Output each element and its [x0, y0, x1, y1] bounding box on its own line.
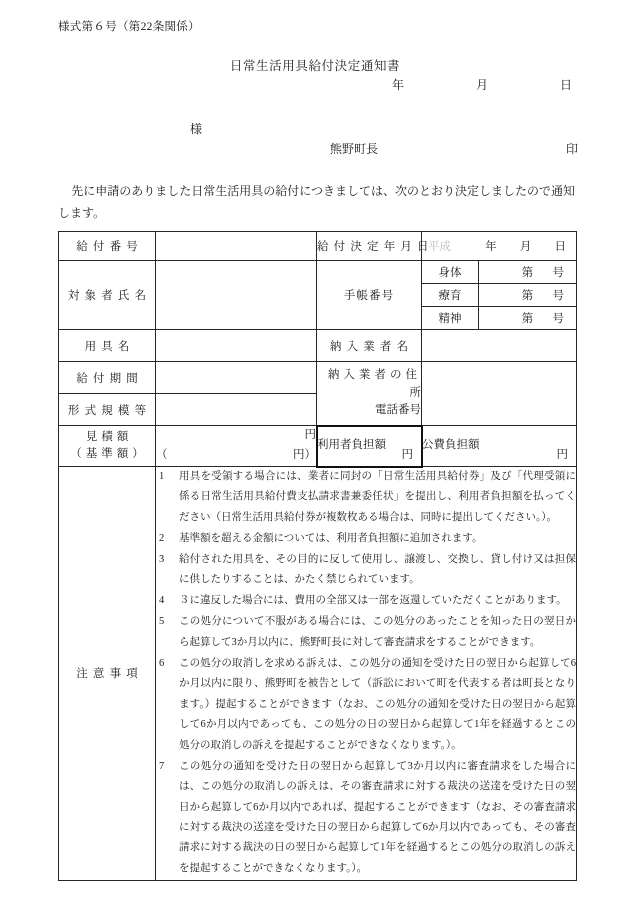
- label-keishiki-kibo: 形式規模等: [59, 394, 156, 426]
- techo-value-ryoiku[interactable]: [479, 284, 577, 307]
- intro-paragraph: [58, 180, 578, 224]
- techo-value-shintai[interactable]: [479, 261, 577, 284]
- label-kyufu-bangou: 給付番号: [59, 232, 156, 261]
- kijun-paren-open: （: [156, 449, 168, 461]
- field-gyousha-address[interactable]: [422, 362, 577, 426]
- issuer-name: 熊野町長: [330, 142, 379, 156]
- field-kettei-date[interactable]: [422, 232, 577, 261]
- note-number: 5: [159, 616, 165, 628]
- note-item: [156, 467, 576, 528]
- label-kyufu-kikan: 給付期間: [59, 362, 156, 394]
- form-number: 様式第６号（第22条関係）: [58, 21, 200, 33]
- kettei-day: 日: [554, 241, 566, 253]
- label-taishousha-name: 対象者氏名: [59, 261, 156, 330]
- label-mitsumori-gaku: [59, 426, 156, 467]
- document-title: 日常生活用具給付決定通知書: [229, 59, 401, 73]
- note-number: 6: [159, 657, 165, 669]
- addressee-honorific: 様: [190, 122, 203, 136]
- field-riyousha-futan[interactable]: [317, 426, 422, 467]
- note-number: 1: [159, 471, 165, 482]
- kettei-era: 平成: [428, 241, 451, 253]
- mitsumori-amount-blank: [156, 426, 159, 446]
- issuer-row: [330, 140, 578, 157]
- label-mitsumori-line1: 見積額: [85, 430, 133, 443]
- table-row-kyufu-bangou: [59, 232, 577, 261]
- note-item: [156, 591, 576, 611]
- notes-container: [156, 467, 577, 881]
- table-row-kikan: [59, 362, 577, 394]
- field-taishousha-name[interactable]: [156, 261, 317, 330]
- issue-date-year: 年: [392, 78, 405, 92]
- techo-gou-shintai: 号: [552, 267, 564, 279]
- techo-row-seishin: [422, 307, 576, 330]
- techo-subtable: [422, 261, 576, 329]
- decision-form-table: [58, 231, 577, 881]
- note-item: [156, 612, 576, 653]
- techo-kind-ryoiku: 療育: [422, 284, 479, 307]
- label-techo-bangou: 手帳番号: [317, 261, 422, 330]
- techo-row-ryoiku: [422, 284, 576, 307]
- intro-line-2: します。: [58, 206, 106, 221]
- label-gyousha-address-line2: 電話番号: [375, 404, 421, 417]
- label-gyousha-address: [317, 362, 426, 426]
- label-chuui-jikou: 注意事項: [59, 467, 156, 881]
- table-row-notes: [59, 467, 577, 881]
- techo-dai-ryoiku: 第: [521, 290, 534, 302]
- field-mitsumori-gaku[interactable]: [156, 426, 317, 467]
- mitsumori-amount-row: [156, 426, 316, 446]
- note-number: 2: [159, 532, 165, 544]
- techo-dai-seishin: 第: [521, 313, 534, 325]
- note-text: この処分について不服がある場合には、この処分のあったことを知った日の翌日から起算して3か月以内に、熊野町長に対して審査請求をすることができます。: [179, 616, 576, 648]
- issue-date-line: [392, 76, 572, 93]
- note-text: この処分の取消しを求める訴えは、この処分の通知を受けた日の翌日から起算して6か月以内に限り、熊野町を被告として（訴訟において町を代表する者は町長となります。）提起することができます（なお、この処分の通知を受けた日の翌日から起算して6か月以内であっても、この処分の日の翌日から起算して1年を経過するとこの処分の取消しの訴えを提起することができなくなります。）。: [179, 657, 576, 751]
- label-yougu-name: 用具名: [59, 330, 156, 362]
- field-keishiki-kibo[interactable]: [156, 394, 317, 426]
- techo-gou-ryoiku: 号: [552, 290, 564, 302]
- techo-value-seishin[interactable]: [479, 307, 577, 330]
- riyousha-futan-unit: 円: [401, 449, 413, 461]
- label-gyousha-address-line1: 納入業者の住所: [327, 368, 426, 399]
- mitsumori-unit: 円: [304, 429, 316, 442]
- techo-kind-shintai: 身体: [422, 261, 479, 284]
- issue-date-month: 月: [475, 78, 488, 92]
- note-item: [156, 654, 576, 756]
- kijun-unit: 円）: [293, 449, 316, 461]
- note-item: [156, 550, 576, 591]
- note-number: 3: [159, 553, 165, 565]
- field-kyufu-kikan[interactable]: [156, 362, 317, 394]
- note-text: ３に違反した場合には、費用の全部又は一部を返還していただくことがあります。: [179, 595, 567, 607]
- label-kouhi-futan: 公費負担額: [422, 439, 480, 452]
- note-number: 4: [159, 595, 165, 607]
- note-text: 用具を受領する場合には、業者に同封の「日常生活用具給付券」及び「代理受領に係る日常生活用具給付費支払請求書兼委任状」を提出し、利用者負担額を払ってください（日常生活用具給付券が複数枚ある場合は、同時に提出してください。）。: [179, 471, 576, 523]
- table-row-amounts: [59, 426, 577, 467]
- note-text: この処分の通知を受けた日の翌日から起算して3か月以内に審査請求をした場合には、この処分の取消しの訴えは、その審査請求に対する裁決の送達を受けた日の翌日から起算して6か月以内であれば、提起することができます（なお、その審査請求に対する裁決の送達を受けた日の翌日から起算して6か月以内であっても、その審査請求に対する裁決の日の翌日から起算して1年を経過するとこの処分の取消しの訴えを提起することができなくなります。）。: [179, 760, 576, 874]
- note-item: [156, 529, 576, 549]
- note-text: 給付された用具を、その目的に反して使用し、譲渡し、交換し、貸し付け又は担保に供したりすることは、かたく禁じられています。: [179, 553, 576, 586]
- kouhi-futan-unit: 円: [556, 449, 568, 461]
- kettei-year: 年: [485, 241, 497, 253]
- intro-line-1: 先に申請のありました日常生活用具の給付につきましては、次のとおり決定しましたので通知: [71, 184, 575, 198]
- techo-subtable-wrap: [422, 261, 577, 330]
- label-riyousha-futan: 利用者負担額: [317, 439, 386, 452]
- seal-mark: 印: [565, 142, 578, 156]
- techo-row-shintai: [422, 261, 576, 284]
- field-kyufu-bangou[interactable]: [156, 232, 317, 261]
- techo-dai-shintai: 第: [521, 267, 534, 279]
- issue-date-day: 日: [559, 78, 572, 92]
- note-text: 基準額を超える金額については、利用者負担額に追加されます。: [179, 532, 483, 544]
- note-number: 7: [159, 760, 165, 772]
- field-gyousha-name[interactable]: [422, 330, 577, 362]
- field-kouhi-futan[interactable]: [422, 426, 577, 467]
- techo-kind-seishin: 精神: [422, 307, 479, 330]
- kijun-amount-row: [156, 446, 316, 466]
- label-mitsumori-line2: （基準額）: [70, 448, 148, 460]
- table-row-yougu: [59, 330, 577, 362]
- label-kettei-date: 給付決定年月日: [317, 232, 422, 261]
- kettei-month: 月: [519, 241, 532, 253]
- label-gyousha-name: 納入業者名: [317, 330, 422, 362]
- table-row-taishousha: [59, 261, 577, 330]
- note-item: [156, 757, 576, 880]
- field-yougu-name[interactable]: [156, 330, 317, 362]
- techo-gou-seishin: 号: [552, 313, 564, 325]
